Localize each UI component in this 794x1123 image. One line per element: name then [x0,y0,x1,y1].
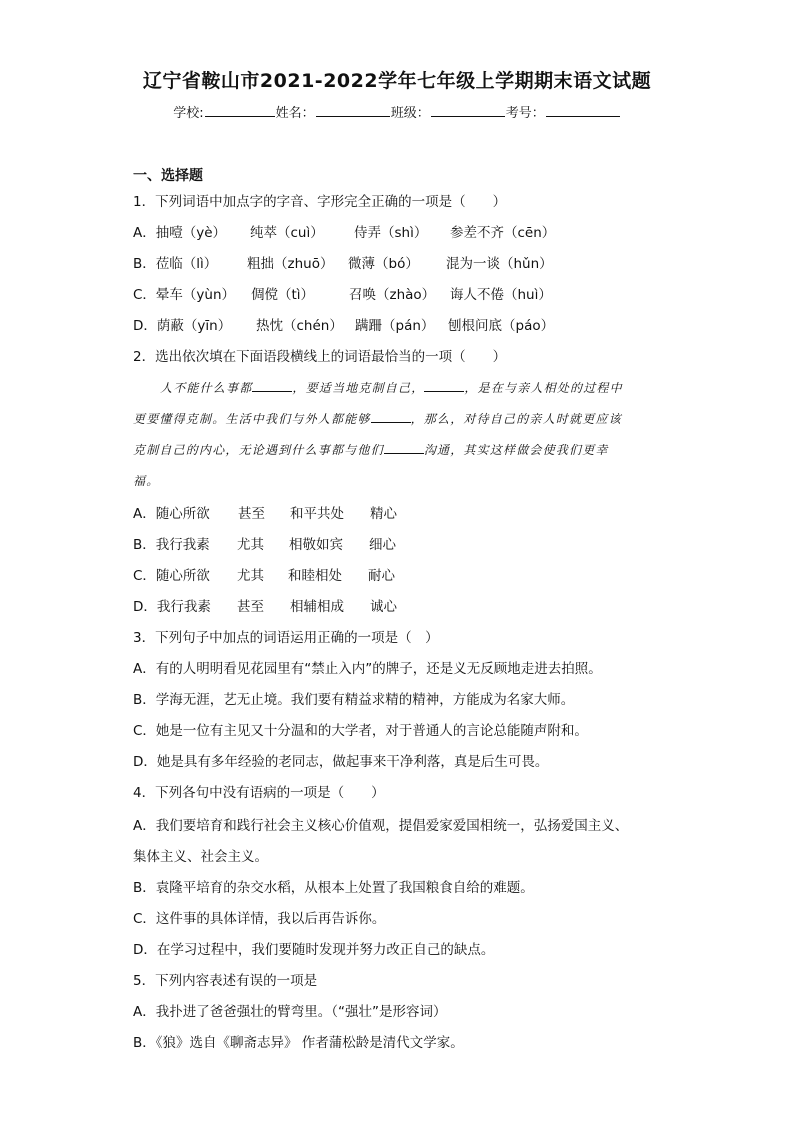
q2-a-item: 精心 [370,506,397,522]
passage-text: ，是在与亲人相处的过程中 [464,381,623,395]
q1-c-item: 倜傥（tì） [251,287,315,303]
q1-b-item: B．莅临（lì） [133,256,218,272]
q2-d-item: 甚至 [237,599,264,615]
q2-a-item: A．随心所欲 [133,506,210,522]
q2-c-item: 尤其 [237,568,264,584]
q1-b-item: 微薄（bó） [348,256,419,272]
number-label: 考号： [505,106,545,121]
q2-option-b[interactable] [133,536,396,554]
q3-stem: 3．下列句子中加点的词语运用正确的一项是（ ） [133,630,439,646]
school-blank[interactable] [205,104,275,117]
passage-text: ，要适当地克制自己， [292,381,425,395]
q2-passage-line [133,472,159,490]
q1-option-d[interactable] [133,317,554,335]
q4-option-a[interactable]: A．我们要培育和践行社会主义核心价值观，提倡爱家爱国相统一，弘扬爱国主义、 [133,818,629,834]
q1-d-item: 热忱（chén） [256,318,343,334]
passage-text: 更要懂得克制。生活中我们与外人都能够 [133,412,371,426]
q2-d-item: 诚心 [370,599,397,615]
q2-passage-line [133,441,609,459]
q1-d-item: 刨根问底（páo） [448,318,555,334]
q1-c-item: 诲人不倦（huì） [450,287,552,303]
q1-a-item: 纯萃（cuì） [250,225,324,241]
q1-option-b[interactable] [133,255,553,273]
q3-option-a[interactable]: A．有的人明明看见花园里有“禁止入内”的牌子，还是义无反顾地走进去拍照。 [133,661,602,677]
q5-stem: 5．下列内容表述有误的一项是 [133,973,318,989]
school-label: 学校: [173,106,204,121]
number-blank[interactable] [546,104,620,117]
q1-option-a[interactable] [133,224,555,242]
q2-stem: 2．选出依次填在下面语段横线上的词语最恰当的一项（ ） [133,349,507,365]
q2-a-item: 和平共处 [290,506,344,522]
q2-passage-line [133,410,622,428]
blank-2 [424,379,464,392]
q4-option-d[interactable]: D．在学习过程中，我们要随时发现并努力改正自己的缺点。 [133,942,495,958]
q1-a-item: 侍弄（shì） [354,225,428,241]
q5-option-b[interactable]: B．《狼》选自《聊斋志异》 作者蒲松龄是清代文学家。 [133,1035,464,1051]
q1-b-item: 粗拙（zhuō） [247,256,334,272]
blank-1 [252,379,292,392]
section-heading: 一、选择题 [133,168,203,184]
q1-a-item: 参差不齐（cēn） [450,225,556,241]
name-label: 姓名： [275,106,315,121]
q4-option-c[interactable]: C．这件事的具体详情，我以后再告诉你。 [133,911,386,927]
q4-option-a-continued: 集体主义、社会主义。 [133,849,268,865]
q2-b-item: 相敬如宾 [289,537,343,553]
q2-option-a[interactable] [133,505,397,523]
name-blank[interactable] [316,104,390,117]
student-info-line [0,102,794,121]
q1-d-item: D．荫蔽（yīn） [133,318,232,334]
passage-text: 福。 [133,474,160,488]
passage-text: 人不能什么事都 [160,381,253,395]
q2-c-item: 和睦相处 [288,568,342,584]
q2-option-d[interactable] [133,598,397,616]
q3-option-d[interactable]: D．她是具有多年经验的老同志，做起事来干净利落，真是后生可畏。 [133,754,549,770]
class-blank[interactable] [431,104,505,117]
passage-text: 克制自己的内心，无论遇到什么事都与他们 [133,443,384,457]
q1-b-item: 混为一谈（hǔn） [446,256,553,272]
class-label: 班级： [390,106,430,121]
q2-passage-line [160,379,623,397]
q2-d-item: D．我行我素 [133,599,211,615]
q2-option-c[interactable] [133,567,395,585]
blank-3 [371,410,411,423]
passage-text: 沟通，其实这样做会使我们更幸 [423,443,609,457]
q2-b-item: 尤其 [237,537,264,553]
q1-stem: 1．下列词语中加点字的字音、字形完全正确的一项是（ ） [133,194,507,210]
exam-title: 辽宁省鞍山市2021-2022学年七年级上学期期末语文试题 [142,70,652,92]
q1-a-item: A．抽噎（yè） [133,225,227,241]
q2-b-item: 细心 [369,537,396,553]
q1-c-item: 召唤（zhào） [349,287,436,303]
q4-stem: 4．下列各句中没有语病的一项是（ ） [133,785,385,801]
q4-option-b[interactable]: B．袁隆平培育的杂交水稻，从根本上处置了我国粮食自给的难题。 [133,880,534,896]
q2-a-item: 甚至 [238,506,265,522]
q1-d-item: 蹒跚（pán） [355,318,435,334]
q2-c-item: C．随心所欲 [133,568,210,584]
q2-c-item: 耐心 [368,568,395,584]
q2-d-item: 相辅相成 [290,599,344,615]
q5-option-a[interactable]: A．我扑进了爸爸强壮的臂弯里。（“强壮”是形容词） [133,1004,447,1020]
blank-4 [384,441,424,454]
q3-option-c[interactable]: C．她是一位有主见又十分温和的大学者，对于普通人的言论总能随声附和。 [133,723,588,739]
q1-c-item: C．晕车（yùn） [133,287,236,303]
q2-b-item: B．我行我素 [133,537,210,553]
q1-option-c[interactable] [133,286,552,304]
q3-option-b[interactable]: B．学海无涯，艺无止境。我们要有精益求精的精神，方能成为名家大师。 [133,692,575,708]
passage-text: ，那么，对待自己的亲人时就更应该 [410,412,622,426]
